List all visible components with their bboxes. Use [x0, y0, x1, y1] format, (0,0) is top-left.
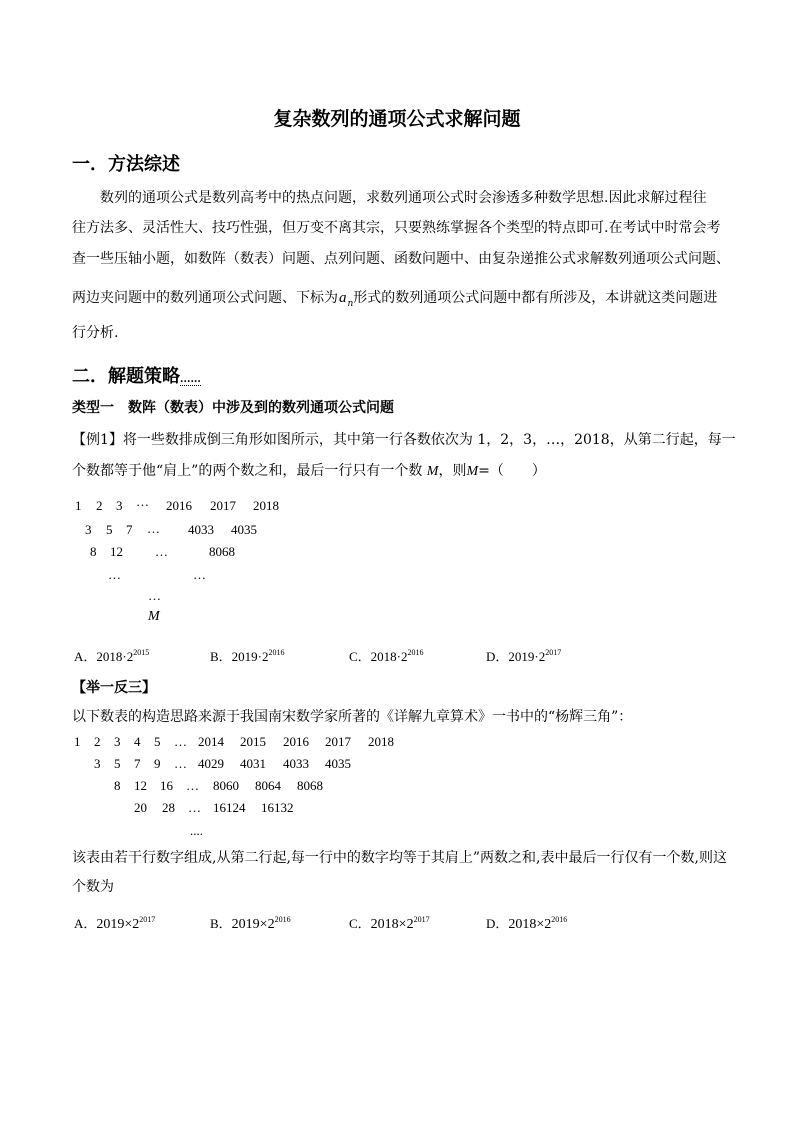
option-label: B．	[210, 916, 232, 931]
table-cell: 16124	[213, 800, 246, 815]
table-cell: 9	[154, 756, 161, 771]
table-cell: 3	[94, 756, 101, 771]
table-cell: 7	[134, 756, 141, 771]
tri-cell: 4033	[188, 522, 214, 537]
table-cell: 28	[162, 800, 175, 815]
paragraph-line-1: 数列的通项公式是数列高考中的热点问题，求数列通项公式时会渗透多种数学思想.因此求解过程往	[100, 190, 707, 206]
dot-operator: ·	[534, 649, 539, 664]
base-value: 2	[126, 649, 134, 664]
table-cell: 20	[134, 800, 147, 815]
dot-operator: ·	[396, 649, 402, 664]
tri-cell: 7	[126, 522, 133, 537]
tri-cell: …	[193, 567, 206, 582]
tri-cell: 4035	[231, 522, 257, 537]
table-cell: 1	[74, 734, 81, 749]
example1-line-2-end: =（ ）	[478, 463, 546, 479]
practice-intro: 以下数表的构造思路来源于我国南宋数学家所著的《详解九章算术》一书中的“杨辉三角”：	[72, 709, 633, 725]
an-symbol: a	[339, 290, 347, 306]
tri-cell: 5	[106, 522, 113, 537]
table-cell: 2016	[283, 734, 309, 749]
exponent: 2016	[268, 648, 285, 657]
tri-cell: 2018	[253, 498, 279, 513]
table-cell: …	[188, 800, 201, 815]
practice-desc-1: 该表由若干行数字组成,从第二行起,每一行中的数字均等于其肩上”两数之和,表中最后一行仅有一个数,则这	[72, 850, 727, 866]
table-cell: 16132	[261, 800, 294, 815]
option-c[interactable]	[349, 646, 424, 665]
table-cell: 8060	[213, 778, 239, 793]
section-heading-method: 一．方法综述	[72, 154, 180, 175]
table-cell: 2014	[198, 734, 224, 749]
exponent: 2016	[407, 648, 424, 657]
option-a-label: A．2018	[74, 649, 123, 664]
exponent: 2017	[413, 915, 430, 924]
option-value: 2019×2	[231, 917, 275, 932]
base-value: 2	[401, 649, 408, 664]
table-cell: …	[174, 734, 187, 749]
table-cell: ....	[190, 823, 203, 838]
section-heading-strategy	[72, 362, 201, 388]
tri-cell: …	[136, 494, 149, 509]
example1-line-2-then: ，则	[438, 463, 467, 479]
dot-operator: ·	[122, 649, 127, 664]
practice-option-b[interactable]	[210, 913, 291, 933]
tri-cell: 2	[96, 498, 103, 513]
paragraph-line-3: 查一些压轴小题，如数阵（数表）问题、点列问题、函数问题中、由复杂递推公式求解数列通项公式问题、	[72, 251, 730, 267]
tri-cell: 1	[75, 498, 82, 513]
table-cell: 16	[160, 778, 173, 793]
option-value: 2018×2	[508, 917, 552, 932]
table-cell: 4033	[283, 756, 309, 771]
option-value: 2018×2	[370, 917, 414, 932]
practice-heading: 【举一反三】	[72, 680, 156, 696]
tri-cell: …	[108, 567, 121, 582]
tri-cell: …	[148, 588, 161, 603]
table-cell: 4035	[325, 756, 351, 771]
paragraph-line-4	[72, 288, 717, 314]
tri-cell: 2016	[166, 498, 192, 513]
exponent: 2017	[139, 915, 156, 924]
exponent: 2016	[274, 915, 291, 924]
dot-operator: ·	[257, 649, 263, 664]
paragraph-line-5: 行分析.	[72, 325, 119, 341]
table-cell: …	[174, 756, 187, 771]
base-value: 2	[262, 649, 269, 664]
table-cell: 4031	[240, 756, 266, 771]
table-cell: 2017	[325, 734, 351, 749]
paragraph-line-4-a: 两边夹问题中的数列通项公式问题、下标为	[72, 290, 338, 306]
symbol-M-2: M	[466, 464, 479, 479]
table-cell: 3	[114, 734, 121, 749]
option-label: A．	[74, 916, 97, 931]
exponent: 2016	[551, 915, 568, 924]
example1-line-2-text: 个数都等于他“肩上”的两个数之和，最后一行只有一个数	[72, 463, 423, 479]
option-d-label: D．2019	[486, 649, 535, 664]
tri-cell: 3	[116, 498, 123, 513]
practice-option-a[interactable]	[74, 913, 155, 933]
tri-cell: 3	[85, 522, 92, 537]
tri-cell: …	[147, 521, 160, 536]
table-cell: 4029	[198, 756, 224, 771]
tri-cell: …	[155, 544, 168, 559]
option-value: 2019×2	[96, 917, 140, 932]
option-b-label: B．2019	[210, 649, 258, 664]
option-c-label: C．2018	[349, 649, 397, 664]
paragraph-line-4-b: 形式的数列通项公式问题中都有所涉及，本讲就这类问题进	[353, 290, 718, 306]
exponent: 2015	[133, 648, 150, 657]
table-cell: 2	[94, 734, 101, 749]
table-cell: 5	[154, 734, 161, 749]
tri-cell: 8068	[209, 544, 235, 559]
example1-line-2	[72, 461, 546, 482]
type1-heading: 类型一 数阵（数表）中涉及到的数列通项公式问题	[72, 400, 394, 416]
base-value: 2	[538, 649, 546, 664]
an-subscript: n	[347, 298, 354, 309]
tri-cell: 2017	[210, 498, 236, 513]
option-b[interactable]	[210, 646, 285, 665]
table-cell: 8064	[255, 778, 281, 793]
table-cell: 2015	[240, 734, 266, 749]
heading-dots: ......	[180, 374, 201, 385]
tri-cell: 8	[90, 544, 97, 559]
example1-line-1: 【例1】将一些数排成倒三角形如图所示，其中第一行各数依次为 1，2，3，…，2018，从第二行起，每一	[72, 432, 736, 448]
symbol-M: M	[426, 464, 439, 479]
table-cell: 2018	[368, 734, 394, 749]
practice-option-d[interactable]	[486, 913, 567, 933]
table-cell: 5	[114, 756, 121, 771]
option-label: C．	[349, 916, 371, 931]
paragraph-line-2: 往方法多、灵活性大、技巧性强，但万变不离其宗，只要熟练掌握各个类型的特点即可.在考试中时常会考	[72, 220, 721, 236]
table-cell: 8068	[297, 778, 323, 793]
practice-option-c[interactable]	[349, 913, 430, 933]
table-cell: 12	[134, 778, 147, 793]
option-a[interactable]	[74, 646, 149, 665]
page-title: 复杂数列的通项公式求解问题	[273, 108, 521, 130]
tri-cell-M: M	[148, 609, 160, 624]
exponent: 2017	[545, 648, 562, 657]
strategy-heading-text: 二．解题策略	[72, 366, 180, 387]
table-cell: …	[186, 778, 199, 793]
practice-desc-2: 个数为	[72, 879, 114, 895]
option-label: D．	[486, 916, 509, 931]
table-cell: 4	[134, 734, 141, 749]
tri-cell: 12	[110, 544, 123, 559]
table-cell: 8	[114, 778, 121, 793]
option-d[interactable]	[486, 646, 561, 665]
